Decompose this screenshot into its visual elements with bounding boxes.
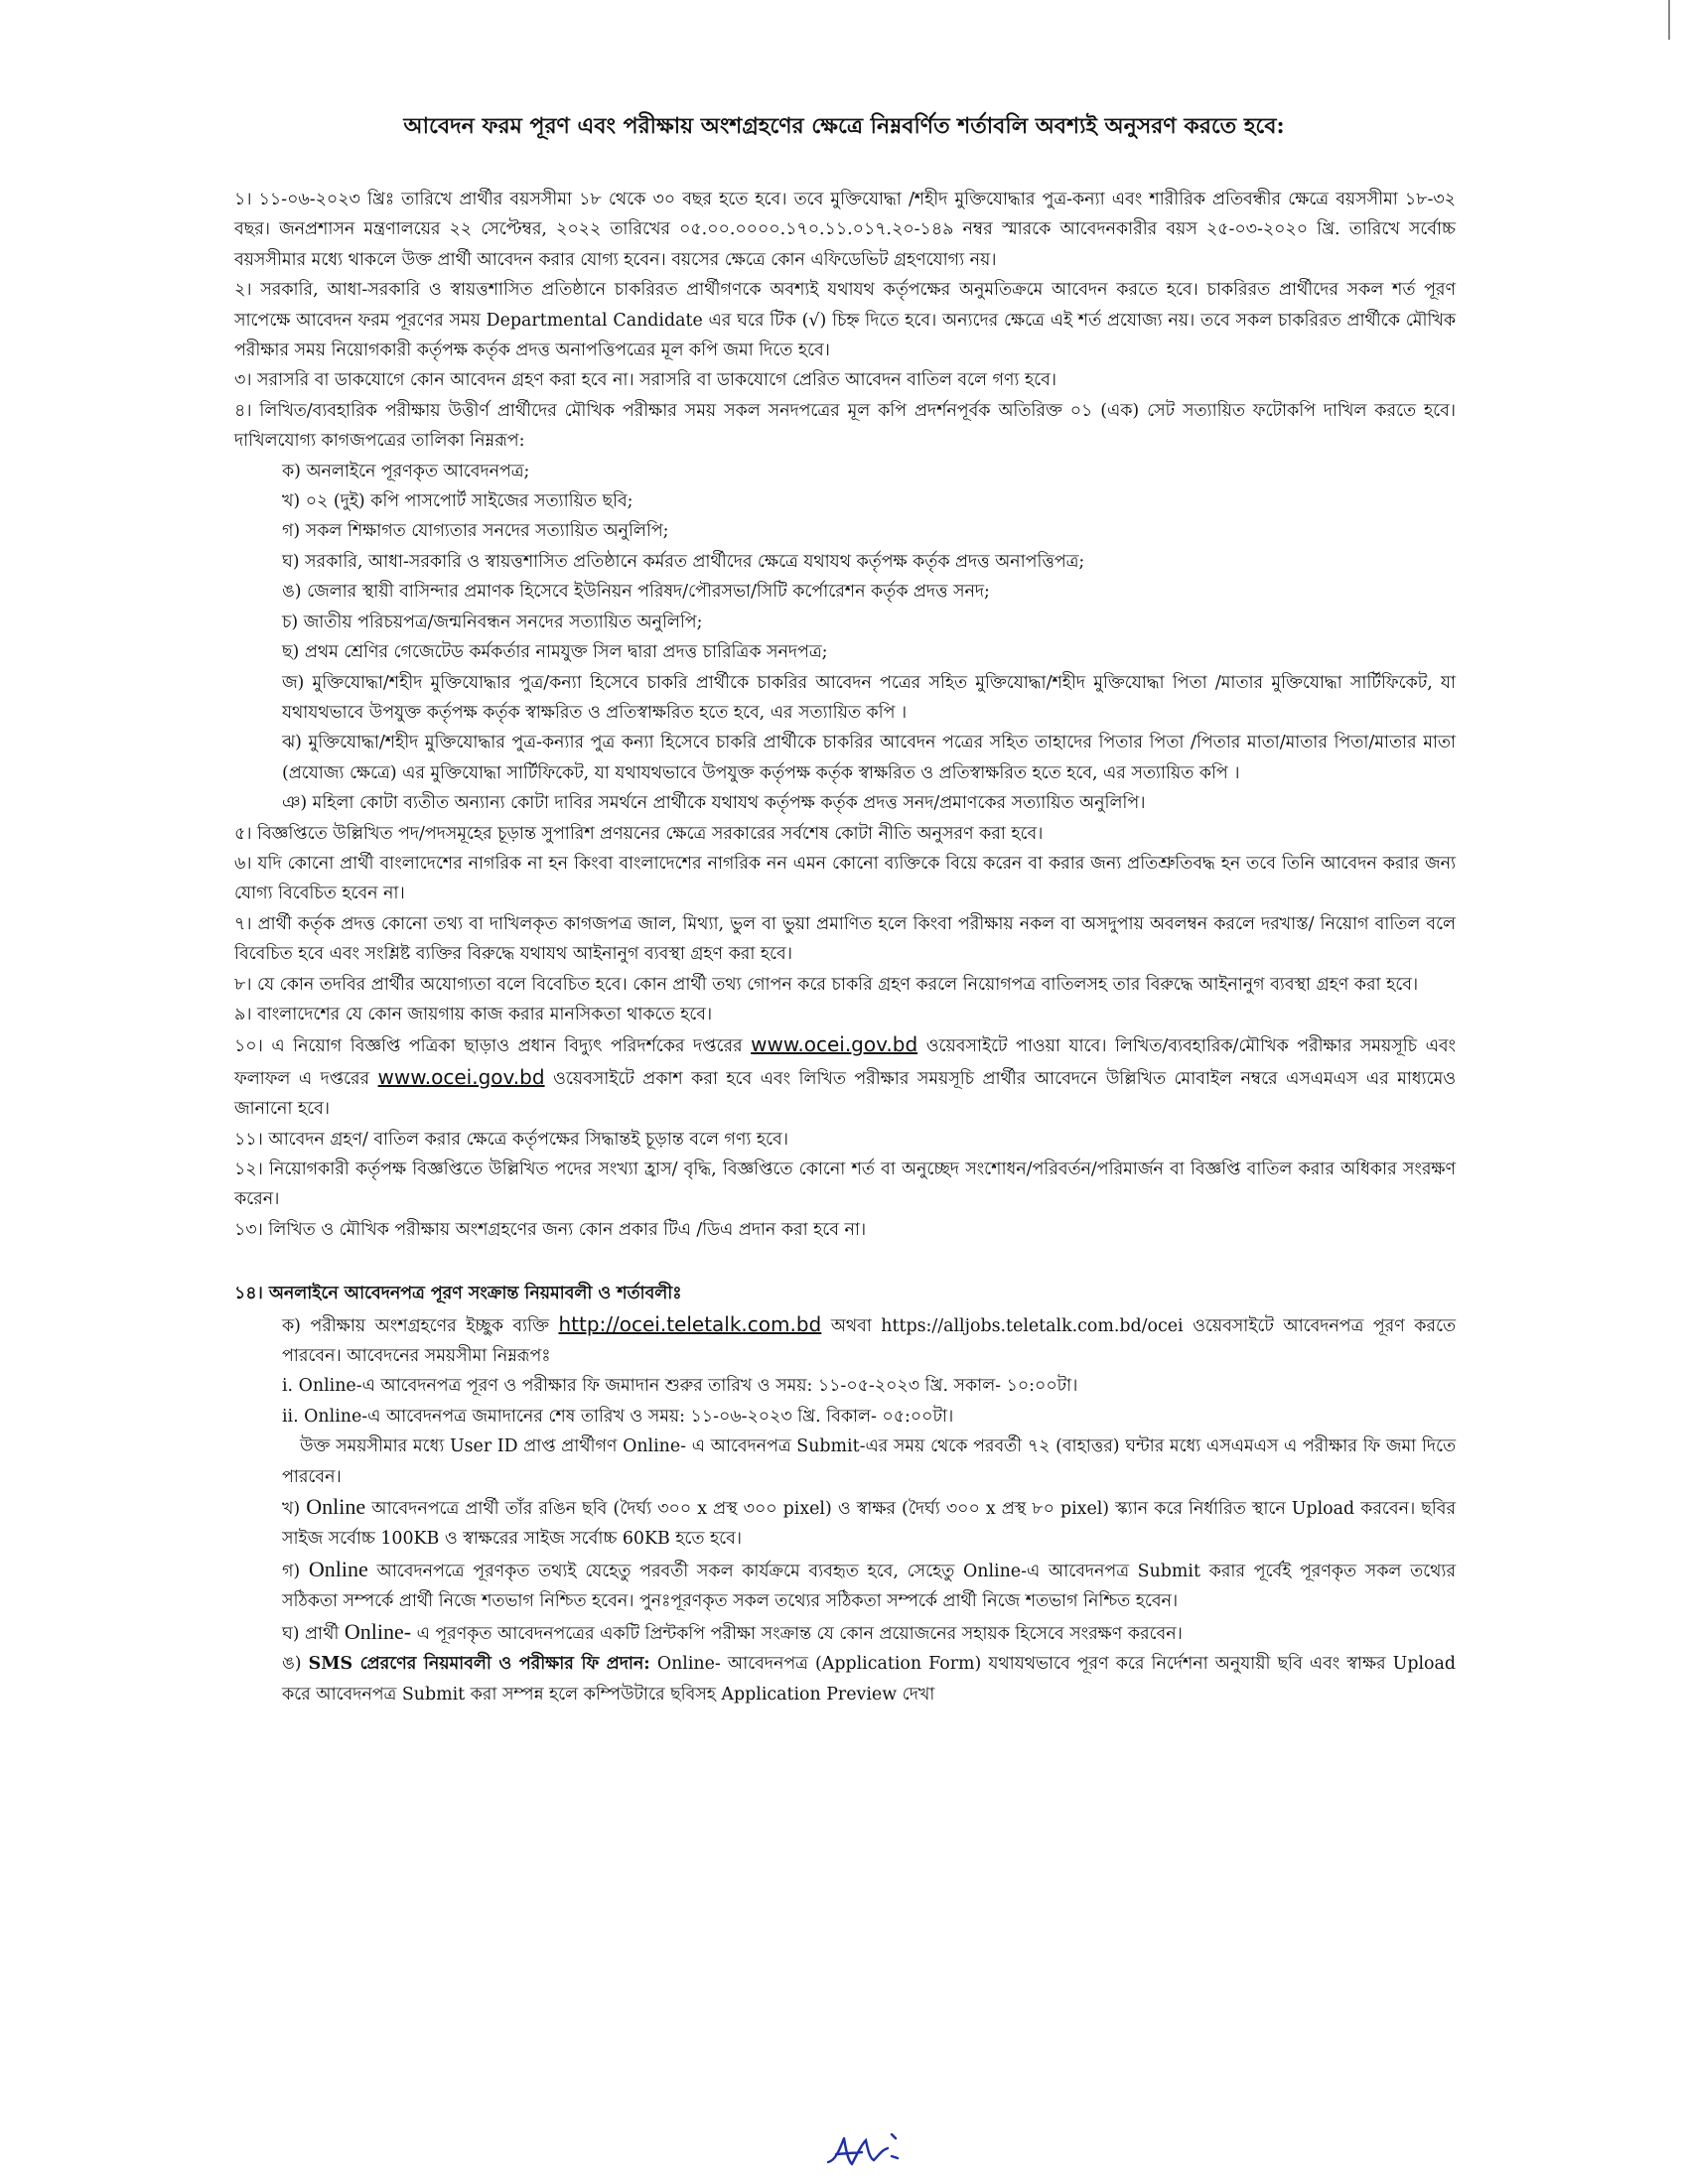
online-word: Online [306,1494,366,1520]
list-item: গ) সকল শিক্ষাগত যোগ্যতার সনদের সত্যায়িত অনুলিপি; [282,521,669,542]
clause-13: ১৩। লিখিত ও মৌখিক পরীক্ষায় অংশগ্রহণের জন্য কোন প্রকার টিএ /ডিএ প্রদান করা হবে না। [234,1219,867,1240]
website-link[interactable]: www.ocei.gov.bd [751,1032,918,1057]
clause-3: ৩। সরাসরি বা ডাকযোগে কোন আবেদন গ্রহণ করা হবে না। সরাসরি বা ডাকযোগে প্রেরিত আবেদন বাতিল বলে গণ্য হবে। [234,370,1057,391]
clause-14-ga-text: আবেদনপত্রে পূরণকৃত তথ্যই যেহেতু পরবর্তী সকল কার্যক্রমে ব্যবহৃত হবে, সেহেতু Online-এ আবেদনপত্র Submit করার পূর্বেই পূরণকৃত সকল তথ্যের সঠিকতা সম্পর্কে প্রার্থী নিজে শতভাগ নিশ্চিত হবেন। পুনঃপূরণকৃত সকল তথ্যের সঠিকতা সম্পর্কে প্রার্থী নিজে শতভাগ নিশ্চিত হবেন। [282,1561,1457,1612]
clause-14-kha [282,1492,1456,1555]
teletalk-link[interactable]: http://ocei.teletalk.com.bd [558,1311,822,1336]
clause-14-ka [282,1309,1456,1372]
clause-10-text-b: ওয়েবসাইটে পাওয়া যাবে। লিখিত/ব্যবহারিক/মৌখিক পরীক্ষার সময়সূচি এবং ফলাফল এ দপ্তরের [234,1036,1457,1089]
list-item: ঝ) মুক্তিযোদ্ধা/শহীদ মুক্তিযোদ্ধার পুত্র-কন্যার পুত্র কন্যা হিসেবে চাকরি প্রার্থীকে চাকরির আবেদন পত্রের সহিত তাহাদের পিতার পিতা /পিতার মাতা/মাতার পিতা/মাতার মাতা (প্রযোজ্য ক্ষেত্রে) এর মুক্তিযোদ্ধা সার্টিফিকেট, যা যথাযথভাবে উপযুক্ত কর্তৃপক্ষ কর্তৃক স্বাক্ষরিত ও প্রতিস্বাক্ষরিত হতে হবে, এর সত্যায়িত কপি । [282,733,1456,783]
list-item: ঙ) জেলার স্থায়ী বাসিন্দার প্রমাণক হিসেবে ইউনিয়ন পরিষদ/পৌরসভা/সিটি কর্পোরেশন কর্তৃক প্রদত্ত সনদ; [282,582,990,603]
list-item: ক) অনলাইনে পূরণকৃত আবেদনপত্র; [282,461,530,481]
website-link[interactable]: www.ocei.gov.bd [377,1064,545,1089]
clause-14-ga [282,1555,1456,1617]
list-item: চ) জাতীয় পরিচয়পত্র/জন্মনিবন্ধন সনদের সত্যায়িত অনুলিপি; [282,612,703,632]
clause-14-kha-label: খ) [282,1499,301,1520]
clause-14-i: i. Online-এ আবেদনপত্র পূরণ ও পরীক্ষার ফি জমাদান শুরুর তারিখ ও সময়: ১১-০৫-২০২৩ খ্রি. সকাল- ১০:০০টা। [282,1376,1078,1397]
clause-14-gha-label: ঘ) প্রার্থী [282,1623,340,1644]
clause-14-uma-label: ঙ) [282,1654,302,1675]
clause-14-uma-text: Online- আবেদনপত্র (Application Form) যথাযথভাবে পূরণ করে নির্দেশনা অনুযায়ী ছবি এবং স্বাক্ষর Upload করে আবেদনপত্র Submit করা সম্পন্ন হলে কম্পিউটারে ছবিসহ Application Preview দেখা [282,1654,1457,1705]
list-item: ঘ) সরকারি, আধা-সরকারি ও স্বায়ত্তশাসিত প্রতিষ্ঠানে কর্মরত প্রার্থীদের ক্ষেত্রে যথাযথ কর্তৃপক্ষ কর্তৃক প্রদত্ত অনাপত্তিপত্র; [282,551,1085,572]
list-item: খ) ০২ (দুই) কপি পাসপোর্ট সাইজের সত্যায়িত ছবি; [282,491,633,512]
clause-10-text-c: ওয়েবসাইটে প্রকাশ করা হবে এবং লিখিত পরীক্ষার সময়সূচি প্রার্থীর আবেদনে উল্লিখিত মোবাইল নম্বরে এসএমএস এর মাধ্যমেও জানানো হবে। [234,1068,1457,1120]
clause-11: ১১। আবেদন গ্রহণ/ বাতিল করার ক্ষেত্রে কর্তৃপক্ষের সিদ্ধান্তই চূড়ান্ত বলে গণ্য হবে। [234,1129,788,1150]
clause-4: ৪। লিখিত/ব্যবহারিক পরীক্ষায় উত্তীর্ণ প্রার্থীদের মৌখিক পরীক্ষার সময় সকল সনদপত্রের মূল কপি প্রদর্শনপূর্বক অতিরিক্ত ০১ (এক) সেট সত্যায়িত ফটোকপি দাখিল করতে হবে। দাখিলযোগ্য কাগজপত্রের তালিকা নিম্নরূপ: [234,400,1456,452]
clause-14-gha [282,1617,1456,1649]
clause-10 [234,1029,1456,1124]
signature-initials [822,2126,912,2174]
sms-rules-heading: SMS প্রেরণের নিয়মাবলী ও পরীক্ষার ফি প্রদান: [308,1654,650,1675]
clause-10-text-a: ১০। এ নিয়োগ বিজ্ঞপ্তি পত্রিকা ছাড়াও প্রধান বিদ্যুৎ পরিদর্শকের দপ্তরের [234,1036,743,1057]
clause-1: ১। ১১-০৬-২০২৩ খ্রিঃ তারিখে প্রার্থীর বয়সসীমা ১৮ থেকে ৩০ বছর হতে হবে। তবে মুক্তিযোদ্ধা /শহীদ মুক্তিযোদ্ধার পুত্র-কন্যা এবং শারীরিক প্রতিবন্ধীর ক্ষেত্রে বয়সসীমা ১৮-৩২ বছর। জনপ্রশাসন মন্ত্রণালয়ের ২২ সেপ্টেম্বর, ২০২২ তারিখের ০৫.০০.০০০০.১৭০.১১.০১৭.২০-১৪৯ নম্বর স্মারকে আবেদনকারীর বয়স ২৫-০৩-২০২০ খ্রি. তারিখে সর্বোচ্চ বয়সসীমার মধ্যে থাকলে উক্ত প্রার্থী আবেদন করার যোগ্য হবেন। বয়সের ক্ষেত্রে কোন এফিডেভিট গ্রহণযোগ্য নয়। [234,190,1456,270]
online-word: Online [308,1556,368,1581]
clause-12: ১২। নিয়োগকারী কর্তৃপক্ষ বিজ্ঞপ্তিতে উল্লিখিত পদের সংখ্যা হ্রাস/ বৃদ্ধি, বিজ্ঞপ্তিতে কোনো শর্ত বা অনুচ্ছেদ সংশোধন/পরিবর্তন/পরিমার্জন বা বিজ্ঞপ্তি বাতিল করার অধিকার সংরক্ষণ করেন। [234,1160,1456,1210]
clause-14-ga-label: গ) [282,1561,301,1581]
scan-edge-mark [1668,0,1670,40]
clause-14-uma [282,1649,1456,1709]
terms-body [234,185,1456,1709]
clause-9: ৯। বাংলাদেশের যে কোন জায়গায় কাজ করার মানসিকতা থাকতে হবে। [234,1004,713,1024]
clause-5: ৫। বিজ্ঞপ্তিতে উল্লিখিত পদ/পদসমূহের চূড়ান্ত সুপারিশ প্রণয়নের ক্ষেত্রে সরকারের সর্বশেষ কোটা নীতি অনুসরণ করা হবে। [234,823,1044,844]
clause-2: ২। সরকারি, আধা-সরকারি ও স্বায়ত্তশাসিত প্রতিষ্ঠানে চাকরিরত প্রার্থীগণকে অবশ্যই যথাযথ কর্তৃপক্ষের অনুমতিক্রমে আবেদন করতে হবে। চাকরিরত প্রার্থীদের সকল শর্ত পূরণ সাপেক্ষে আবেদন ফরম পূরণের সময় Departmental Candidate এর ঘরে টিক (√) চিহ্ন দিতে হবে। অন্যদের ক্ষেত্রে এই শর্ত প্রযোজ্য নয়। তবে সকল চাকরিরত প্রার্থীকে মৌখিক পরীক্ষার সময় নিয়োগকারী কর্তৃপক্ষ কর্তৃক প্রদত্ত অনাপত্তিপত্রের মূল কপি জমা দিতে হবে। [234,280,1456,361]
clause-14-note: উক্ত সময়সীমার মধ্যে User ID প্রাপ্ত প্রার্থীগণ Online- এ আবেদনপত্র Submit-এর সময় থেকে পরবর্তী ৭২ (বাহাত্তর) ঘন্টার মধ্যে এসএমএস এ পরীক্ষার ফি জমা দিতে পারবেন। [282,1436,1456,1487]
list-item: ছ) প্রথম শ্রেণির গেজেটেড কর্মকর্তার নামযুক্ত সিল দ্বারা প্রদত্ত চারিত্রিক সনদপত্র; [282,642,828,663]
clause-14-kha-text: আবেদনপত্রে প্রার্থী তাঁর রঙিন ছবি (দৈর্ঘ্য ৩০০ x প্রস্থ ৩০০ pixel) ও স্বাক্ষর (দৈর্ঘ্য ৩০০ x প্রস্থ ৮০ pixel) স্ক্যান করে নির্ধারিত স্থানে Upload করবেন। ছবির সাইজ সর্বোচ্চ 100KB ও স্বাক্ষরের সাইজ সর্বোচ্চ 60KB হতে হবে। [282,1499,1457,1550]
clause-7: ৭। প্রার্থী কর্তৃক প্রদত্ত কোনো তথ্য বা দাখিলকৃত কাগজপত্র জাল, মিথ্যা, ভুল বা ভুয়া প্রমাণিত হলে কিংবা পরীক্ষায় নকল বা অসদুপায় অবলম্বন করলে দরখাস্ত/ নিয়োগ বাতিল বলে বিবেচিত হবে এবং সংশ্লিষ্ট ব্যক্তির বিরুদ্ধে যথাযথ আইনানুগ ব্যবস্থা গ্রহণ করা হবে। [234,913,1456,965]
page-heading: আবেদন ফরম পূরণ এবং পরীক্ষায় অংশগ্রহণের ক্ষেত্রে নিম্নবর্ণিত শর্তাবলি অবশ্যই অনুসরণ করতে হবে: [403,113,1285,139]
clause-14-gha-text: এ পূরণকৃত আবেদনপত্রের একটি প্রিন্টকপি পরীক্ষা সংক্রান্ত যে কোন প্রয়োজনের সহায়ক হিসেবে সংরক্ষণ করবেন। [416,1623,1183,1644]
list-item: ঞ) মহিলা কোটা ব্যতীত অন্যান্য কোটা দাবির সমর্থনে প্রার্থীকে যথাযথ কর্তৃপক্ষ কর্তৃক প্রদত্ত সনদ/প্রমাণকের সত্যায়িত অনুলিপি। [282,793,1146,814]
document-list [234,457,1456,819]
clause-6: ৬। যদি কোনো প্রার্থী বাংলাদেশের নাগরিক না হন কিংবা বাংলাদেশের নাগরিক নন এমন কোনো ব্যক্তিকে বিয়ে করেন বা করার জন্য প্রতিশ্রুতিবদ্ধ হন তবে তিনি আবেদন করার জন্য যোগ্য বিবেচিত হবেন না। [234,853,1456,904]
clause-14-ka-text-a: ক) পরীক্ষায় অংশগ্রহণের ইচ্ছুক ব্যক্তি [282,1315,549,1336]
clause-14-ka-text-b: অথবা https://alljobs.teletalk.com.bd/ocei ওয়েবসাইটে আবেদনপত্র পূরণ করতে পারবেন। আবেদনের সময়সীমা নিম্নরূপঃ [282,1315,1457,1367]
section-gap [234,1245,1456,1279]
clause-8: ৮। যে কোন তদবির প্রার্থীর অযোগ্যতা বলে বিবেচিত হবে। কোন প্রার্থী তথ্য গোপন করে চাকরি গ্রহণ করলে নিয়োগপত্র বাতিলসহ তার বিরুদ্ধে আইনানুগ ব্যবস্থা গ্রহণ করা হবে। [234,974,1419,995]
list-item: জ) মুক্তিযোদ্ধা/শহীদ মুক্তিযোদ্ধার পুত্র/কন্যা হিসেবে চাকরি প্রার্থীকে চাকরির আবেদন পত্রের সহিত মুক্তিযোদ্ধা/শহীদ মুক্তিযোদ্ধা পিতা /মাতার মুক্তিযোদ্ধা সার্টিফিকেট, যা যথাযথভাবে উপযুক্ত কর্তৃপক্ষ কর্তৃক স্বাক্ষরিত ও প্রতিস্বাক্ষরিত হতে হবে, এর সত্যায়িত কপি । [282,672,1456,723]
online-word: Online- [344,1618,412,1644]
clause-14-title: ১৪। অনলাইনে আবেদনপত্র পূরণ সংক্রান্ত নিয়মাবলী ও শর্তাবলীঃ [234,1284,682,1304]
clause-14-ii: ii. Online-এ আবেদনপত্র জমাদানের শেষ তারিখ ও সময়: ১১-০৬-২০২৩ খ্রি. বিকাল- ০৫:০০টা। [282,1406,954,1427]
